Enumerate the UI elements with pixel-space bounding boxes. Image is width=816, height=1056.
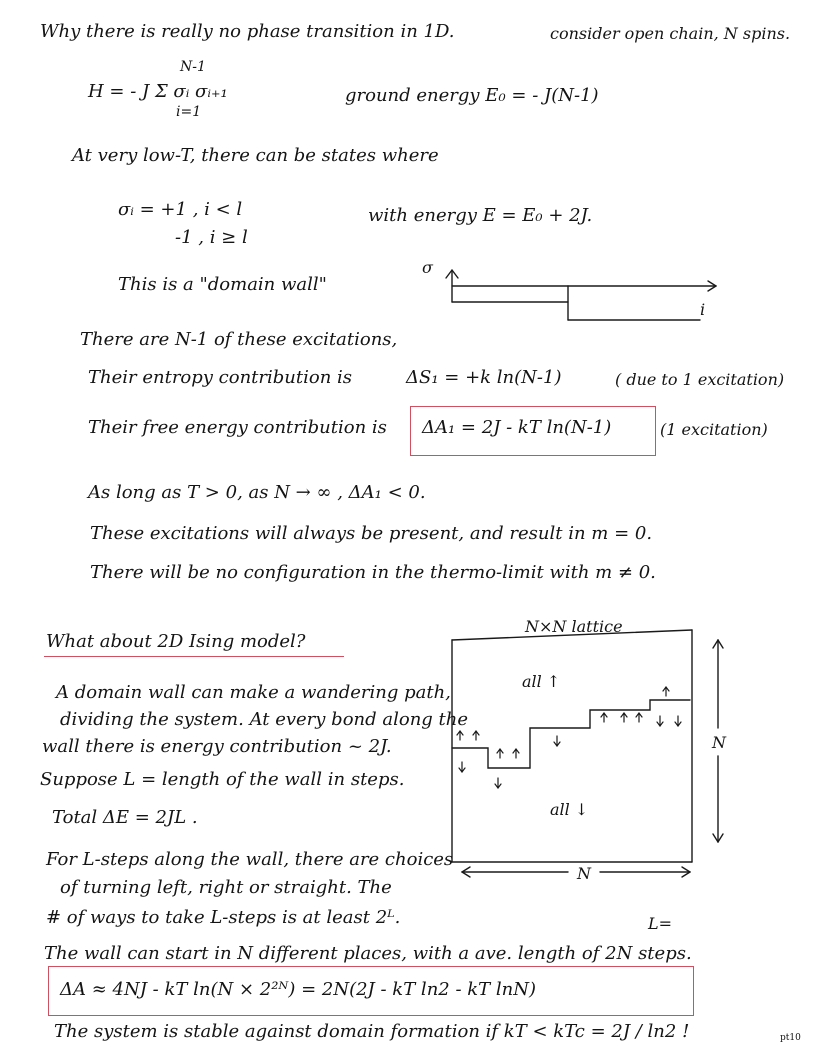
lattice-side-n-label: N <box>712 733 726 752</box>
entropy-label: Their entropy contribution is <box>88 367 353 388</box>
length-l-label: L= <box>648 914 673 933</box>
open-chain-note: consider open chain, N spins. <box>550 24 791 43</box>
nxn-lattice-diagram <box>452 630 723 877</box>
delta-a-equation: ΔA ≈ 4NJ - kT ln(N × 2²ᴺ) = 2N(2J - kT ln2 - kT lnN) <box>60 979 537 1000</box>
wandering-path-line-2: dividing the system. At every bond along the <box>60 709 469 730</box>
entropy-equation: ΔS₁ = +k ln(N-1) <box>406 367 562 388</box>
all-up-label: all ↑ <box>522 672 561 691</box>
domain-wall-i-label: i <box>700 300 706 319</box>
lattice-title: N×N lattice <box>525 617 623 636</box>
ground-energy-equation: ground energy E₀ = - J(N-1) <box>345 85 599 106</box>
wandering-path-line-1: A domain wall can make a wandering path, <box>56 682 451 703</box>
ising-2d-question: What about 2D Ising model? <box>46 631 306 652</box>
choices-line-2: of turning left, right or straight. The <box>60 877 392 898</box>
lattice-bottom-n-label: N <box>577 864 591 883</box>
free-energy-equation: ΔA₁ = 2J - kT ln(N-1) <box>422 417 612 438</box>
page-number: pt10 <box>780 1033 801 1043</box>
state-minus-one: -1 , i ≥ l <box>175 227 248 248</box>
excitations-present-line: These excitations will always be present, and result in m = 0. <box>90 523 653 544</box>
thermo-limit-condition: As long as T > 0, as N → ∞ , ΔA₁ < 0. <box>88 482 426 503</box>
intro-heading: Why there is really no phase transition in 1D. <box>40 21 455 42</box>
wall-length-definition: Suppose L = length of the wall in steps. <box>40 769 405 790</box>
domain-wall-caption: This is a "domain wall" <box>118 274 327 295</box>
no-configuration-line: There will be no configuration in the thermo-limit with m ≠ 0. <box>90 562 656 583</box>
entropy-note: ( due to 1 excitation) <box>615 370 785 389</box>
excitation-energy-equation: with energy E = E₀ + 2J. <box>368 205 593 226</box>
free-energy-note: (1 excitation) <box>660 420 768 439</box>
total-energy-line: Total ΔE = 2JL . <box>52 807 198 828</box>
stability-condition: The system is stable against domain formation if kT < kTc = 2J / ln2 ! <box>54 1021 690 1042</box>
sum-upper-limit: N-1 <box>180 59 206 75</box>
all-down-label: all ↓ <box>550 800 589 819</box>
domain-wall-sigma-label: σ <box>422 258 433 277</box>
hamiltonian-equation: H = - J Σ σᵢ σᵢ₊₁ <box>88 81 228 102</box>
wandering-path-line-3: wall there is energy contribution ~ 2J. <box>42 736 392 757</box>
sum-lower-limit: i=1 <box>176 104 202 120</box>
domain-wall-diagram <box>446 270 716 320</box>
excitations-count-line: There are N-1 of these excitations, <box>80 329 398 350</box>
wall-start-line: The wall can start in N different places, with a ave. length of 2N steps. <box>44 943 692 964</box>
state-plus-one: σᵢ = +1 , i < l <box>118 199 243 220</box>
low-t-states-line: At very low-T, there can be states where <box>72 145 439 166</box>
choices-line-3: # of ways to take L-steps is at least 2ᴸ. <box>46 907 401 928</box>
free-energy-label: Their free energy contribution is <box>88 417 387 438</box>
choices-line-1: For L-steps along the wall, there are choices <box>46 849 454 870</box>
